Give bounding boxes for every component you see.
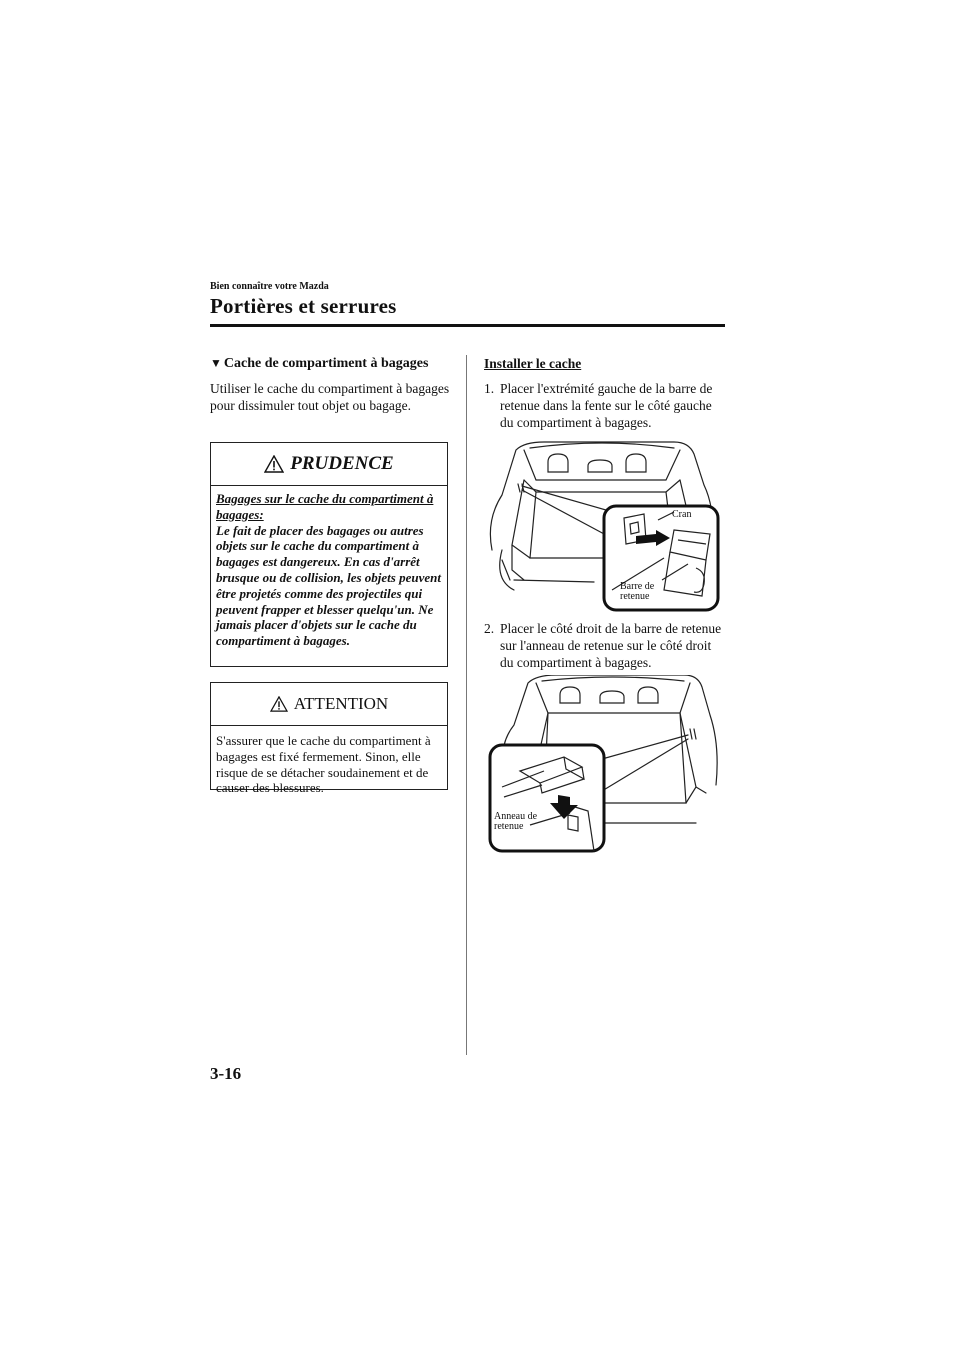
figure-left-slot	[484, 440, 720, 617]
prudence-subtitle: Bagages sur le cache du compartiment à bagages:	[216, 491, 434, 522]
section-heading	[210, 356, 428, 372]
step-item	[484, 620, 724, 671]
column-divider	[466, 355, 467, 1055]
prudence-body	[211, 486, 447, 649]
label-barre-line1: Barre de	[620, 581, 655, 592]
page-number: 3-16	[210, 1064, 242, 1083]
attention-text: S'assurer que le cache du compartiment à bagages est fixé fermement. Sinon, elle risque de se détacher soudainement et de causer des blessures.	[216, 733, 431, 796]
step-text: Placer l'extrémité gauche de la barre de retenue dans la fente sur le côté gauche du compartiment à bagages.	[500, 381, 713, 430]
label-barre-line2: retenue	[620, 591, 650, 602]
step-item	[484, 380, 724, 431]
prudence-header	[211, 443, 447, 486]
attention-title: ATTENTION	[293, 694, 389, 713]
cargo-area-illustration	[484, 440, 720, 612]
chapter-title: Portières et serrures	[210, 294, 397, 318]
label-anneau-line2: retenue	[494, 821, 524, 832]
triangle-marker-icon: ▼	[210, 356, 222, 370]
prudence-title: PRUDENCE	[290, 453, 394, 474]
prudence-box	[210, 442, 448, 667]
section-label: Bien connaître votre Mazda	[210, 281, 329, 292]
intro-paragraph: Utiliser le cache du compartiment à bagages pour dissimuler tout objet ou bagage.	[210, 381, 450, 413]
label-cran: Cran	[672, 509, 692, 520]
attention-header	[211, 683, 447, 726]
header-rule	[210, 324, 725, 327]
figure-right-ring	[484, 675, 720, 860]
section-heading-text: Cache de compartiment à bagages	[223, 356, 429, 371]
attention-box	[210, 682, 448, 796]
install-heading: Installer le cache	[484, 356, 582, 371]
step-number: 2.	[484, 621, 495, 636]
prudence-text: Le fait de placer des bagages ou autres objets sur le cache du compartiment à bagages est dangereux. En cas d'arrêt brusque ou de collision, les objets peuvent être projetés comme des projectiles qui peuvent frapper et blesser quelqu'un. Ne jamais placer d'objets sur le cache du compartiment à bagages.	[216, 522, 441, 649]
label-anneau-line1: Anneau de	[494, 811, 538, 822]
warning-icon	[264, 455, 284, 473]
step-number: 1.	[484, 381, 495, 396]
step-text: Placer le côté droit de la barre de retenue sur l'anneau de retenue sur le côté droit du compartiment à bagages.	[500, 621, 722, 670]
warning-icon	[270, 696, 288, 712]
